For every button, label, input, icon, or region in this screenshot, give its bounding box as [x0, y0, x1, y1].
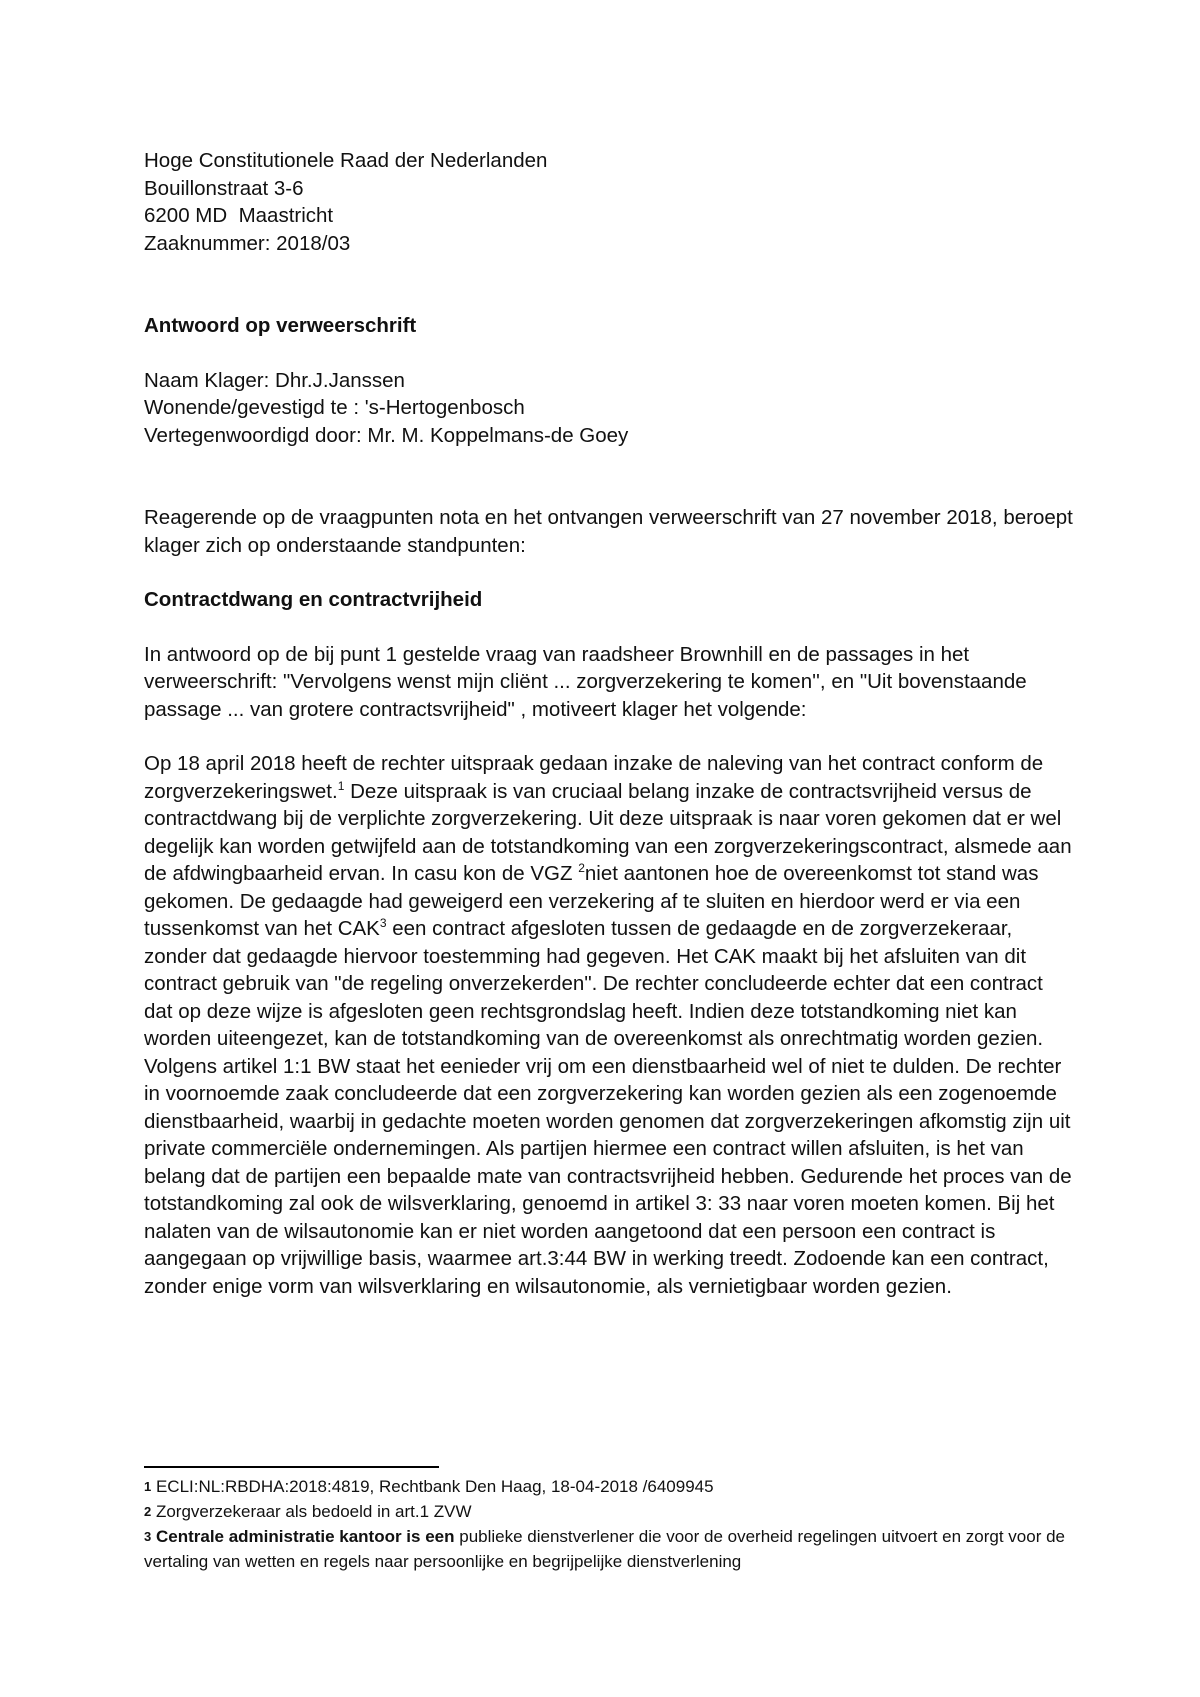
document-body — [144, 147, 1074, 1300]
paragraph-2-part-2: Deze uitspraak is van cruciaal belang inzake de contractsvrijheid versus de contractdwang bij de verplichte zorgverzekering. Uit deze uitspraak is naar voren gekomen dat er wel degelijk kan worden getwijfeld aan de totstandkoming van een zorgverzekeringscontract, alsmede aan de afdwingbaarheid ervan. In casu kon de VGZ — [144, 779, 1072, 885]
paragraph-2-part-3: niet aantonen hoe de overeenkomst tot stand was gekomen. De gedaagde had geweigerd een verzekering af te sluiten en hierdoor werd er via een tussenkomst van het CAK — [144, 862, 1039, 940]
paragraph-2-part-4: een contract afgesloten tussen de gedaagde en de zorgverzekeraar, zonder dat gedaagde hiervoor toestemming had gegeven. Het CAK maakt bij het afsluiten van dit contract gebruik van "de regeling onverzekerden". De rechter concludeerde echter dat een contract dat op deze wijze is afgesloten geen rechtsgrondslag heeft. Indien deze totstandkoming niet kan worden uiteengezet, kan de totstandkoming van de overeenkomst als onrechtmatig worden gezien. — [144, 917, 1044, 1050]
claimant-residence: Wonende/gevestigd te : 's-Hertogenbosch — [144, 396, 525, 419]
footnote-1 — [144, 1474, 1074, 1499]
address-line-1: Hoge Constitutionele Raad der Nederlanden — [144, 149, 548, 172]
footnote-number: 3 — [144, 1529, 152, 1544]
address-line-3: 6200 MD Maastricht — [144, 204, 334, 227]
case-number: Zaaknummer: 2018/03 — [144, 231, 351, 255]
footnote-bold-text: Centrale administratie kantoor is een — [155, 1527, 455, 1546]
paragraph-2-part-1: Op 18 april 2018 heeft de rechter uitspraak gedaan inzake de naleving van het contract conform de zorgverzekeringswet. — [144, 752, 1044, 803]
paragraph-3: Volgens artikel 1:1 BW staat het eenieder vrij om een dienstbaarheid wel of niet te dulden. De rechter in voornoemde zaak concludeerde dat een zorgverzekering kan worden gezien als een zogenoemde dienstbaarheid, waarbij in gedachte moeten worden genomen dat zorgverzekeringen afkomstig zijn uit private commerciële ondernemingen. Als partijen hiermee een contract willen afsluiten, is het van belang dat de partijen een bepaalde mate van contractsvrijheid hebben. Gedurende het proces van de totstandkoming zal ook de wilsverklaring, genoemd in artikel 3: 33 naar voren moeten komen. Bij het nalaten van de wilsautonomie kan er niet worden aangetoond dat een persoon een contract is aangegaan op vrijwillige basis, waarmee art.3:44 BW in werking treedt. Zodoende kan een contract, zonder enige vorm van wilsverklaring en wilsautonomie, als vernietigbaar worden gezien. — [144, 1054, 1072, 1298]
intro-paragraph: Reagerende op de vraagpunten nota en het ontvangen verweerschrift van 27 november 2018, beroept klager zich op onderstaande standpunten: — [144, 506, 1073, 557]
footnote-number: 2 — [144, 1504, 152, 1519]
claimant-name: Naam Klager: Dhr.J.Janssen — [144, 368, 405, 392]
footnote-number: 1 — [144, 1479, 152, 1494]
document-title: Antwoord op verweerschrift — [144, 314, 417, 337]
claimant-representative: Vertegenwoordigd door: Mr. M. Koppelmans-de Goey — [144, 423, 629, 447]
paragraph-2 — [144, 750, 1074, 1053]
footnote-3 — [144, 1524, 1074, 1574]
section-heading: Contractdwang en contractvrijheid — [144, 588, 483, 611]
footnote-ref-2: 2 — [578, 861, 585, 876]
footnotes — [144, 1474, 1074, 1574]
footnote-text: ECLI:NL:RBDHA:2018:4819, Rechtbank Den Haag, 18-04-2018 /6409945 — [155, 1477, 714, 1496]
footnote-ref-3: 3 — [379, 916, 387, 931]
footnote-text: Zorgverzekeraar als bedoeld in art.1 ZVW — [155, 1502, 472, 1521]
footnote-text: publieke dienstverlener die voor de overheid regelingen uitvoert en zorgt voor de vertaling van wetten en regels naar persoonlijke en begrijpelijke dienstverlening — [144, 1527, 1066, 1571]
footnote-ref-1: 1 — [337, 778, 345, 793]
footnote-separator — [144, 1466, 439, 1468]
address-line-2: Bouillonstraat 3-6 — [144, 176, 304, 200]
footnote-2 — [144, 1499, 1074, 1524]
paragraph-1: In antwoord op de bij punt 1 gestelde vraag van raadsheer Brownhill en de passages in het verweerschrift: "Vervolgens wenst mijn cliënt ... zorgverzekering te komen'', en "Uit bovenstaande passage ... van grotere contractsvrijheid" , motiveert klager het volgende: — [144, 642, 1027, 721]
